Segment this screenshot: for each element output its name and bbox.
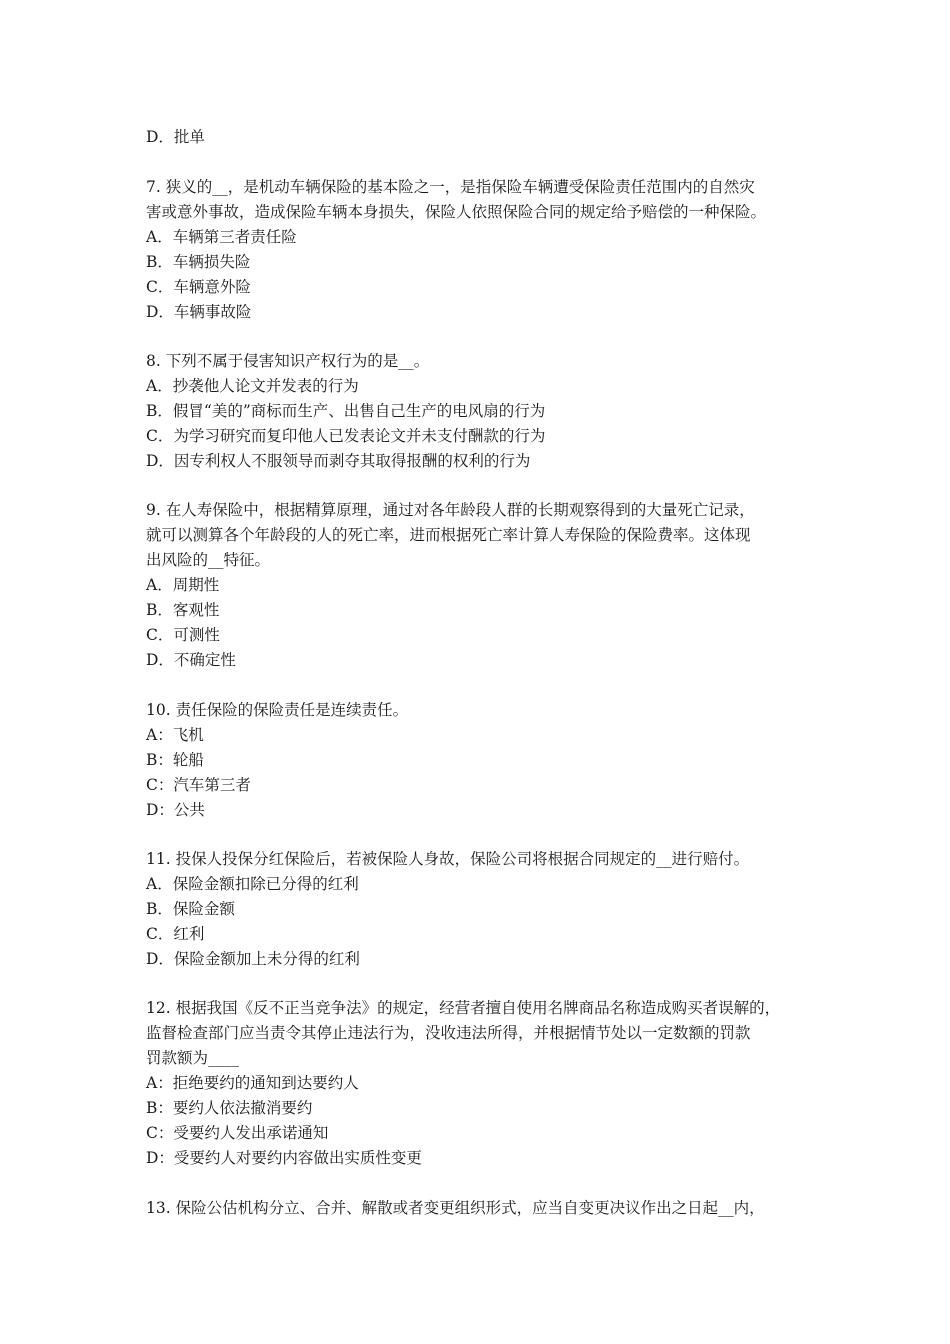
option-8b: B．假冒“美的”商标而生产、出售自己生产的电风扇的行为: [146, 402, 546, 420]
option-11d: D．保险金额加上未分得的红利: [146, 950, 360, 968]
option-7d: D．车辆事故险: [146, 303, 252, 321]
question-11: 11. 投保人投保分红保险后，若被保险人身故，保险公司将根据合同规定的__进行赔付。: [146, 850, 750, 868]
option-12c: C：受要约人发出承诺通知: [146, 1124, 329, 1142]
question-13-line-1: 13. 保险公估机构分立、合并、解散或者变更组织形式，应当自变更决议作出之日起__内，: [146, 1199, 765, 1217]
option-8d: D．因专利权人不服领导而剥夺其取得报酬的权利的行为: [146, 452, 531, 470]
option-9c: C．可测性: [146, 626, 220, 644]
option-7b: B．车辆损失险: [146, 253, 251, 271]
option-9a: A．周期性: [146, 576, 220, 594]
option-10c: C：汽车第三者: [146, 776, 251, 794]
option-11b: B．保险金额: [146, 900, 235, 918]
question-7-line-2: 害或意外事故，造成保险车辆本身损失，保险人依照保险合同的规定给予赔偿的一种保险。: [146, 203, 767, 221]
option-10b: B：轮船: [146, 751, 204, 769]
option-9b: B．客观性: [146, 601, 220, 619]
option-9d: D．不确定性: [146, 651, 236, 669]
option-6d: D．批单: [146, 128, 205, 146]
option-11a: A．保险金额扣除已分得的红利: [146, 875, 359, 893]
option-12b: B：要约人依法撤消要约: [146, 1099, 313, 1117]
question-12-line-3: 罚款额为____: [146, 1049, 240, 1067]
option-8a: A．抄袭他人论文并发表的行为: [146, 377, 359, 395]
question-9-line-2: 就可以测算各个年龄段的人的死亡率，进而根据死亡率计算人寿保险的保险费率。这体现: [146, 526, 751, 544]
question-8: 8. 下列不属于侵害知识产权行为的是__。: [146, 352, 430, 370]
option-12a: A：拒绝要约的通知到达要约人: [146, 1074, 359, 1092]
question-9-line-1: 9. 在人寿保险中，根据精算原理，通过对各年龄段人群的长期观察得到的大量死亡记录，: [146, 501, 755, 519]
option-7a: A．车辆第三者责任险: [146, 228, 297, 246]
question-9-line-3: 出风险的__特征。: [146, 551, 271, 569]
question-12-line-1: 12. 根据我国《反不正当竞争法》的规定，经营者擅自使用名牌商品名称造成购买者误解的，: [146, 999, 781, 1017]
question-7-line-1: 7. 狭义的__，是机动车辆保险的基本险之一，是指保险车辆遭受保险责任范围内的自然灾: [146, 178, 755, 196]
option-10a: A：飞机: [146, 726, 204, 744]
option-10d: D：公共: [146, 801, 205, 819]
question-10: 10. 责任保险的保险责任是连续责任。: [146, 701, 409, 719]
option-11c: C．红利: [146, 925, 205, 943]
option-7c: C．车辆意外险: [146, 278, 251, 296]
option-12d: D：受要约人对要约内容做出实质性变更: [146, 1149, 422, 1167]
option-8c: C．为学习研究而复印他人已发表论文并未支付酬款的行为: [146, 427, 546, 445]
question-12-line-2: 监督检查部门应当责令其停止违法行为，没收违法所得，并根据情节处以一定数额的罚款: [146, 1024, 751, 1042]
